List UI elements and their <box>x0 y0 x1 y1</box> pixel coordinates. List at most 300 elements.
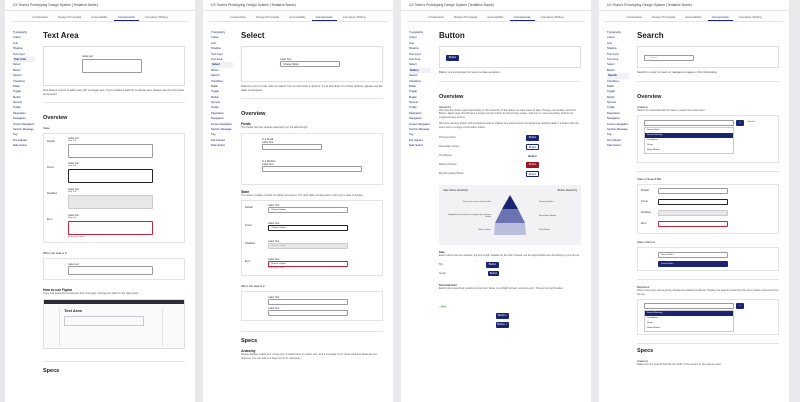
sidebar-item[interactable]: Shadow <box>13 47 23 51</box>
overview-heading: Overview <box>241 111 266 118</box>
text-area[interactable] <box>82 59 142 73</box>
figma-heading: How to use Figma <box>43 288 73 293</box>
figma-text: Copy and paste the component from this page. Change the label on the right panel. <box>43 292 139 296</box>
tab-design-principals[interactable]: Design Principals <box>256 15 280 19</box>
behaviour-heading: Behaviour <box>637 285 650 290</box>
state-default-label: Default <box>245 206 253 210</box>
sidebar-item[interactable]: Text Input <box>211 52 223 56</box>
tab-introduction[interactable]: Introduction <box>230 15 247 19</box>
fields-demo <box>241 133 383 185</box>
when-heading: When the data is in <box>241 284 265 289</box>
intro-text: Search is a tool for users to navigate to pages or find information. <box>637 70 718 74</box>
text-button[interactable]: Button <box>528 154 537 158</box>
option-highlighted[interactable]: Search Meeting <box>645 133 733 138</box>
sidebar-item[interactable]: File Upload <box>211 138 225 142</box>
sidebar-item[interactable]: Navigation <box>13 117 26 121</box>
tab-accessibility[interactable]: Accessibility <box>685 15 702 19</box>
filled-demo <box>43 258 185 280</box>
intro-text: Button is a component for users to take an action. <box>439 70 501 74</box>
sidebar-item[interactable]: Text Input <box>13 52 25 56</box>
sidebar-item[interactable]: Spinner <box>607 101 617 105</box>
select-disabled <box>268 243 348 249</box>
overview-heading: Overview <box>637 93 662 100</box>
top-bar <box>599 0 789 11</box>
field-label: Label Text <box>268 222 280 226</box>
sidebar-item[interactable]: Tooltip <box>607 106 615 110</box>
behaviour-text: When users type the keyword, display the related results list. Display the search result from the list or select a keyword from the list. <box>637 289 779 296</box>
specs-heading: Specs <box>43 367 60 374</box>
sidebar-item[interactable]: Tag <box>607 133 612 137</box>
text-area-focus[interactable] <box>68 169 153 183</box>
select-default[interactable] <box>268 207 348 213</box>
variant-label: Text Button <box>439 154 452 158</box>
sidebar-item[interactable]: Toggle <box>607 90 615 94</box>
intro-text: Text Area is a form to add more rich or longer text. If you require a field for a shorter text, please use the Text input component. <box>43 88 184 96</box>
search-placeholder: Search <box>650 57 658 59</box>
sidebar-item[interactable]: Link <box>409 41 414 45</box>
field-label: Label Text <box>268 240 280 244</box>
sidebar-item[interactable]: Tooltip <box>211 106 219 110</box>
tab-accessibility[interactable]: Accessibility <box>91 15 108 19</box>
sidebar-item[interactable]: Checkbox <box>211 79 223 83</box>
sidebar-item[interactable]: Footer Navigation <box>211 122 233 126</box>
field-label: Label text <box>68 188 79 192</box>
sidebar-item[interactable]: Navigation <box>409 117 422 121</box>
field-label: Label Text <box>268 258 280 262</box>
sidebar-item[interactable]: Date Select <box>211 144 225 148</box>
result-highlighted[interactable]: Search Meeting <box>645 311 733 316</box>
search-button[interactable]: ⌕ <box>736 303 744 309</box>
sidebar-item[interactable]: Section Message <box>409 128 430 132</box>
filled-demo <box>241 291 383 321</box>
icon-button-label: Button <box>497 314 506 318</box>
sidebar-item[interactable]: Section Message <box>607 128 628 132</box>
result[interactable]: Status <box>647 322 654 325</box>
when-heading: When the data is in <box>43 251 67 256</box>
sidebar-item[interactable]: Select <box>607 63 615 67</box>
tab-complete-writing[interactable]: Complete Writing <box>540 15 564 19</box>
left-level-1: The action users want to take <box>462 200 491 203</box>
tab-design-principals[interactable]: Design Principals <box>454 15 478 19</box>
top-bar <box>5 0 195 11</box>
icon-button[interactable]: Button › <box>497 314 508 318</box>
variant-small-label: In a Small <box>262 137 274 141</box>
tab-design-principals[interactable]: Design Principals <box>58 15 82 19</box>
mini-title: Text Area <box>64 307 82 313</box>
anatomy-text: Search is connected with the select, search box and button. <box>637 108 706 112</box>
result[interactable]: Candidates <box>647 317 659 320</box>
sidebar-item[interactable]: Pagination <box>13 111 26 115</box>
option[interactable]: Status <box>647 144 654 147</box>
helper-text: Help Text <box>68 217 77 220</box>
select-filled-2[interactable] <box>268 310 348 316</box>
tab-introduction[interactable]: Introduction <box>626 15 643 19</box>
sidebar-item[interactable]: Spinner <box>409 101 419 105</box>
variant-label: Warning Button <box>439 163 457 167</box>
sidebar-item[interactable]: Modal <box>211 95 219 99</box>
sidebar-item[interactable]: Button <box>607 68 615 72</box>
left-level-2: Supplementary action to support the primary action <box>447 213 491 218</box>
field-label: Label text <box>68 137 79 141</box>
sidebar-item[interactable]: Radio <box>607 84 615 88</box>
states-demo <box>241 200 383 276</box>
sidebar-item[interactable]: Text Area <box>607 57 619 61</box>
search-button-label: Search <box>748 121 755 124</box>
sidebar-item[interactable]: Select <box>13 63 21 67</box>
sidebar-item[interactable]: Tag <box>211 133 216 137</box>
text-area-error[interactable] <box>68 221 153 235</box>
demo-box <box>241 46 383 82</box>
states-heading: State of Search Bar <box>637 177 662 182</box>
sidebar-item[interactable]: Checkbox <box>607 79 619 83</box>
new-tag: New <box>441 305 446 308</box>
page-title: Button <box>439 31 465 40</box>
search-error[interactable] <box>658 221 728 227</box>
select-value: Choose Option <box>283 63 299 66</box>
sidebar-item[interactable]: Shadow <box>211 47 221 51</box>
state-disabled-label: Disabled <box>47 192 57 196</box>
anatomy2-heading: Anatomy <box>637 359 649 364</box>
overview-heading: Overview <box>43 115 68 122</box>
error-message: Error text is here <box>268 267 285 270</box>
sidebar-item[interactable]: Date Select <box>409 144 423 148</box>
states-demo <box>43 133 185 243</box>
sidebar-item[interactable]: Shadow <box>607 47 617 51</box>
search-input[interactable]: ⌕ Search <box>644 55 694 61</box>
app-title: UX Team's Prototyping Design System (Tentative Name) <box>607 3 692 7</box>
select-field[interactable] <box>280 61 340 67</box>
tab-introduction[interactable]: Introduction <box>428 15 445 19</box>
option[interactable]: Candidates <box>647 139 659 142</box>
tab-design-principals[interactable]: Design Principals <box>652 15 676 19</box>
right-level-1: Primary Button <box>539 200 554 203</box>
select-value: Choose Option <box>271 227 286 230</box>
sidebar-item[interactable]: Link <box>13 41 18 45</box>
size-text: Each button has two variants, big and small, suitable for the task. Please use the appropriate size according to your layout. <box>439 253 580 257</box>
hierarchy-text: We have the below types depending on the hierarchy of the action we want users to take: Primary, Secondary, and Text Button. Each page should have a single primary button for the primary action, and one or more secondary buttons for supplementary actions. <box>439 108 576 119</box>
sidebar-item[interactable]: Navigation <box>211 117 224 121</box>
warning-button[interactable]: Button <box>526 162 539 168</box>
sidebar-item[interactable]: Modal <box>607 95 615 99</box>
search-disabled <box>658 210 728 216</box>
sidebar-item[interactable]: Section Message <box>13 128 34 132</box>
hierarchy-diagram <box>439 185 581 245</box>
big-secondary-button[interactable]: Button <box>526 171 539 177</box>
secondary-button[interactable]: Button <box>526 144 539 150</box>
variant-label: Primary button <box>439 136 456 140</box>
tab-accessibility[interactable]: Accessibility <box>289 15 306 19</box>
button-variants <box>439 134 539 179</box>
figma-preview <box>43 299 185 349</box>
button-page <box>401 0 591 402</box>
field-label: Label Text <box>268 307 280 311</box>
sidebar-item[interactable]: Search <box>13 74 22 78</box>
state-default-label: Default <box>641 189 649 193</box>
demo-box <box>637 46 779 68</box>
tab-introduction[interactable]: Introduction <box>32 15 49 19</box>
sidebar-item[interactable]: Pagination <box>211 111 224 115</box>
option[interactable]: Show Rooms <box>647 149 661 152</box>
small-button[interactable]: Button <box>489 272 498 276</box>
text-area-page <box>5 0 195 402</box>
sidebar-item[interactable]: Typography <box>607 31 622 34</box>
page-title: Text Area <box>43 31 79 40</box>
variant-label: Big Secondary Button <box>439 172 465 176</box>
search-states-demo <box>637 184 779 234</box>
tab-components[interactable]: Components <box>510 14 535 21</box>
sidebar-item[interactable]: Checkbox <box>409 79 421 83</box>
nav-tabs <box>11 14 189 22</box>
state-error-label: Error <box>641 222 647 226</box>
anatomy-text: Please display a label text, a help text, a select field, an option text, and a message if you need. All those fields are not required. You can add in a help text if it is necessary. <box>241 353 377 360</box>
sidebar-item[interactable]: Toggle <box>409 90 417 94</box>
sidebar-item[interactable]: Text Area <box>211 57 223 61</box>
tab-complete-writing[interactable]: Complete Writing <box>144 15 168 19</box>
state-disabled-label: Disabled <box>641 211 651 215</box>
main-content <box>637 30 779 402</box>
select-small[interactable] <box>262 144 322 150</box>
sidebar-item[interactable]: Select <box>409 63 417 67</box>
overview-heading: Overview <box>439 93 464 100</box>
sidebar <box>607 30 629 149</box>
sidebar-item[interactable]: Link <box>607 41 612 45</box>
sidebar-item[interactable]: Typography <box>13 31 28 34</box>
size-label: Small <box>439 271 446 275</box>
state-default-label: Default <box>47 140 55 144</box>
search-page <box>599 0 789 402</box>
sidebar-item[interactable]: Modal <box>13 95 21 99</box>
sidebar-item[interactable]: File Upload <box>607 138 621 142</box>
search-selected[interactable] <box>658 261 728 267</box>
specs-heading: Specs <box>241 338 258 345</box>
anatomy-demo <box>637 115 779 163</box>
select-medium[interactable] <box>262 166 362 172</box>
main-content <box>439 30 581 402</box>
sidebar-item[interactable]: Pagination <box>607 111 620 115</box>
sidebar-item[interactable]: Text Area <box>13 57 35 62</box>
right-level-3: Text Button <box>539 228 550 231</box>
sidebar-item[interactable]: Date Select <box>13 144 27 148</box>
state-error-label: Error <box>47 218 53 222</box>
search-button[interactable]: ⌕ <box>736 120 744 126</box>
fields-text: The Fields has two variants depending on the label length. <box>241 126 309 130</box>
sidebar-item[interactable]: Colour <box>211 36 219 40</box>
search-focus[interactable] <box>658 199 728 205</box>
nav-tabs <box>605 14 783 22</box>
main-content <box>43 30 185 402</box>
select-focus[interactable] <box>268 225 348 231</box>
demo-button[interactable]: Button <box>446 55 459 61</box>
sidebar-item[interactable]: Tooltip <box>409 106 417 110</box>
search-filled[interactable] <box>658 252 728 258</box>
sidebar-item[interactable]: Checkbox <box>13 79 25 83</box>
field-label: Label Text <box>280 58 292 61</box>
icon-button-label: Button <box>497 323 505 327</box>
nav-tabs <box>209 14 387 22</box>
sidebar-item[interactable]: Search <box>211 74 220 78</box>
option[interactable]: Screen Main <box>647 129 660 132</box>
top-bar <box>203 0 393 11</box>
result[interactable]: Show Rooms <box>647 327 661 330</box>
select-filled[interactable] <box>268 299 348 305</box>
sidebar-item[interactable]: Text Input <box>409 52 421 56</box>
search-field[interactable] <box>644 303 734 309</box>
sidebar-item[interactable]: Spinner <box>13 101 23 105</box>
sidebar-item[interactable]: Pagination <box>409 111 422 115</box>
right-title: Button Hierarchy <box>557 188 577 192</box>
primary-button[interactable]: Button <box>526 135 539 141</box>
sidebar-item[interactable]: Section Message <box>211 128 232 132</box>
errors-demo <box>637 247 779 271</box>
error-message: Error text is here <box>68 235 85 238</box>
pyramid-graphic <box>494 195 526 239</box>
sidebar-item[interactable]: Footer Navigation <box>607 122 629 126</box>
hierarchy-text-2: We have warning button with contextual actions. Please use these buttons for actions as deleting data or a button with the same size to a large confirmation button. <box>439 122 579 129</box>
demo-box <box>439 46 581 68</box>
size-label: Big <box>439 262 443 266</box>
sidebar-item[interactable]: Modal <box>409 95 417 99</box>
size-demo <box>439 260 499 278</box>
sidebar-item[interactable]: Typography <box>409 31 424 34</box>
right-level-2: Secondary Button <box>539 214 557 217</box>
fields-heading: Fields <box>241 122 251 127</box>
sidebar <box>409 30 431 149</box>
sidebar-item[interactable]: Radio <box>211 84 219 88</box>
sidebar-item[interactable]: Toggle <box>13 90 21 94</box>
sidebar-item[interactable]: Toggle <box>211 90 219 94</box>
tab-components[interactable]: Components <box>312 14 337 21</box>
tab-complete-writing[interactable]: Complete Writing <box>738 15 762 19</box>
intro-text: Select is a form to let users to select one or more than 4 options. If it is less than 3 to these options, please use the radio component. <box>241 84 383 92</box>
select-value: Choose Option <box>271 245 286 248</box>
variant-label: Secondary button <box>439 145 460 149</box>
sidebar-item[interactable]: File Upload <box>409 138 423 142</box>
variant-medium-label: In a Medium <box>262 159 276 163</box>
sidebar-item[interactable]: Date Select <box>607 144 621 148</box>
sidebar-item[interactable]: Tooltip <box>13 106 21 110</box>
page-title: Select <box>241 31 265 40</box>
specs-heading: Specs <box>637 348 654 355</box>
icon-button[interactable]: Button ✓ <box>497 323 508 327</box>
helper-text: Help Text <box>68 191 77 194</box>
tab-components[interactable]: Components <box>114 14 139 21</box>
sidebar-item[interactable]: Button <box>211 68 219 72</box>
sidebar-item[interactable]: Button <box>409 68 431 73</box>
sidebar-item[interactable]: Footer Navigation <box>13 122 35 126</box>
icon-demo <box>439 294 581 330</box>
field-label: Label Text <box>262 140 274 144</box>
helper-text: Help Text <box>68 140 77 143</box>
field-label: Label text <box>68 263 79 267</box>
tab-components[interactable]: Components <box>708 14 733 21</box>
state-focus-label: Focus <box>245 224 252 228</box>
state-error-label: Error <box>245 260 251 264</box>
field-label: Label text <box>68 162 79 166</box>
sidebar-item[interactable]: Text Area <box>409 57 421 61</box>
select-value: Choose Option <box>271 209 286 212</box>
size-heading: Size <box>439 249 445 254</box>
sidebar-item[interactable]: Button <box>13 68 21 72</box>
sidebar-item[interactable]: Spinner <box>211 101 221 105</box>
sidebar-item[interactable]: Search <box>409 74 418 78</box>
select-value: Choose Option <box>271 263 286 266</box>
demo-box <box>43 46 185 86</box>
sidebar-item[interactable]: Search <box>607 73 629 78</box>
text-area-filled[interactable] <box>68 266 153 275</box>
behaviour-demo <box>637 299 779 335</box>
sidebar-item[interactable]: File Upload <box>13 138 27 142</box>
left-title: User Action Hierarchy <box>443 188 469 192</box>
sidebar-item[interactable]: Typography <box>211 31 226 34</box>
field-label: Label Text <box>262 162 274 166</box>
field-label: Label Text <box>268 204 280 208</box>
app-title: UX Team's Prototyping Design System (Tentative Name) <box>211 3 296 7</box>
anatomy-heading: Anatomy <box>637 104 649 109</box>
state-disabled-label: Disabled <box>245 242 255 246</box>
anatomy-heading: Anatomy <box>241 349 256 354</box>
top-bar <box>401 0 591 11</box>
sidebar-item[interactable]: Link <box>211 41 216 45</box>
text-icon-heading: Text and icon <box>439 283 457 288</box>
left-level-3: Other actions <box>477 228 491 231</box>
sidebar-item[interactable]: Colour <box>13 36 21 40</box>
text-area-disabled <box>68 195 153 209</box>
big-button[interactable]: Button <box>486 262 499 268</box>
sidebar-item[interactable]: Colour <box>607 36 615 40</box>
sidebar-item[interactable]: Tag <box>13 133 18 137</box>
app-title: UX Team's Prototyping Design System (Tentative Name) <box>13 3 98 7</box>
sidebar-item[interactable]: Text Input <box>607 52 619 56</box>
errors-heading: State of Errors <box>637 240 656 245</box>
app-title: UX Team's Prototyping Design System (Tentative Name) <box>409 3 494 7</box>
search-field[interactable] <box>644 120 734 126</box>
state-focus-label: Focus <box>47 166 54 170</box>
page-title: Search <box>637 31 664 40</box>
state-heading: State <box>241 189 250 194</box>
field-label: Label Text <box>268 296 280 300</box>
sidebar <box>13 30 35 149</box>
sidebar-item[interactable]: Shadow <box>409 47 419 51</box>
sidebar-item[interactable]: Select <box>211 62 233 67</box>
sidebar-item[interactable]: Tag <box>409 133 414 137</box>
hierarchy-heading: Hierarchy <box>439 104 451 109</box>
sidebar <box>211 30 233 149</box>
sidebar-item[interactable]: Radio <box>13 84 21 88</box>
sidebar-item[interactable]: Colour <box>409 36 417 40</box>
tab-accessibility[interactable]: Accessibility <box>487 15 504 19</box>
sidebar-item[interactable]: Navigation <box>607 117 620 121</box>
text-icon-text: Each button has three positions of an icon: None, Icon Right (arrow), and Icon Left - Tick as the confirmation. <box>439 287 564 291</box>
search-default[interactable] <box>658 188 728 194</box>
state-text: The select contains 4 kinds of visible component. The right table corresponds to the User's state of display. <box>241 193 364 197</box>
tab-complete-writing[interactable]: Complete Writing <box>342 15 366 19</box>
nav-tabs <box>407 14 585 22</box>
select-page <box>203 0 393 402</box>
anatomy2-text: Make sure the search field fits the width of the screen or the column area. <box>637 363 722 367</box>
helper-text: Help Text <box>68 165 77 168</box>
results-list <box>644 310 734 332</box>
field-label: Label text <box>82 55 93 58</box>
options-list <box>644 127 734 154</box>
main-content <box>241 30 383 402</box>
state-heading: State <box>43 126 50 131</box>
sidebar-item[interactable]: Radio <box>409 84 417 88</box>
sidebar-item[interactable]: Footer Navigation <box>409 122 431 126</box>
selected-value: Screen Main <box>661 263 674 266</box>
text-area-default[interactable] <box>68 144 153 158</box>
field-label: Label text <box>68 214 79 218</box>
filled-value: Screen Main <box>661 254 674 257</box>
